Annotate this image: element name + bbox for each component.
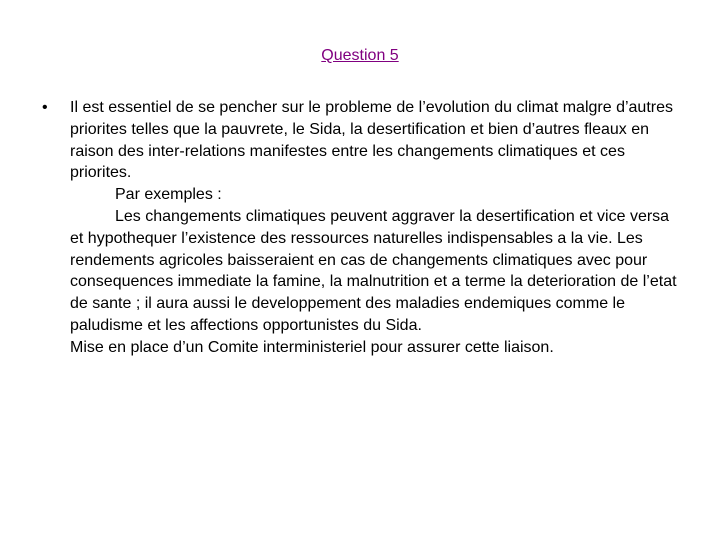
paragraph-examples-heading: Par exemples : (115, 186, 222, 204)
paragraph-conclusion: Mise en place d’un Comite interministeriel pour assurer cette liaison. (70, 338, 554, 356)
slide-title: Question 5 (321, 47, 399, 64)
bullet-content (70, 97, 682, 359)
paragraph-examples: Les changements climatiques peuvent aggraver la desertification et vice versa et hypothequer l’existence des ressources naturelles indispensables a la vie. Les rendements agricoles baisseraient en cas de changements climatiques avec pour consequences immediate la famine, la malnutrition et a terme la deterioration de l’etat de sante ; il aura aussi le developpement des maladies endemiques comme le paludisme et les affections opportunistes du Sida. (70, 207, 677, 334)
paragraph-intro: Il est essentiel de se pencher sur le probleme de l’evolution du climat malgre d’autres priorites telles que la pauvrete, le Sida, la desertification et bien d’autres fleaux en raison des inter-relations manifestes entre les changements climatiques et ces priorites. (70, 99, 673, 182)
bullet-marker: • (42, 99, 48, 116)
